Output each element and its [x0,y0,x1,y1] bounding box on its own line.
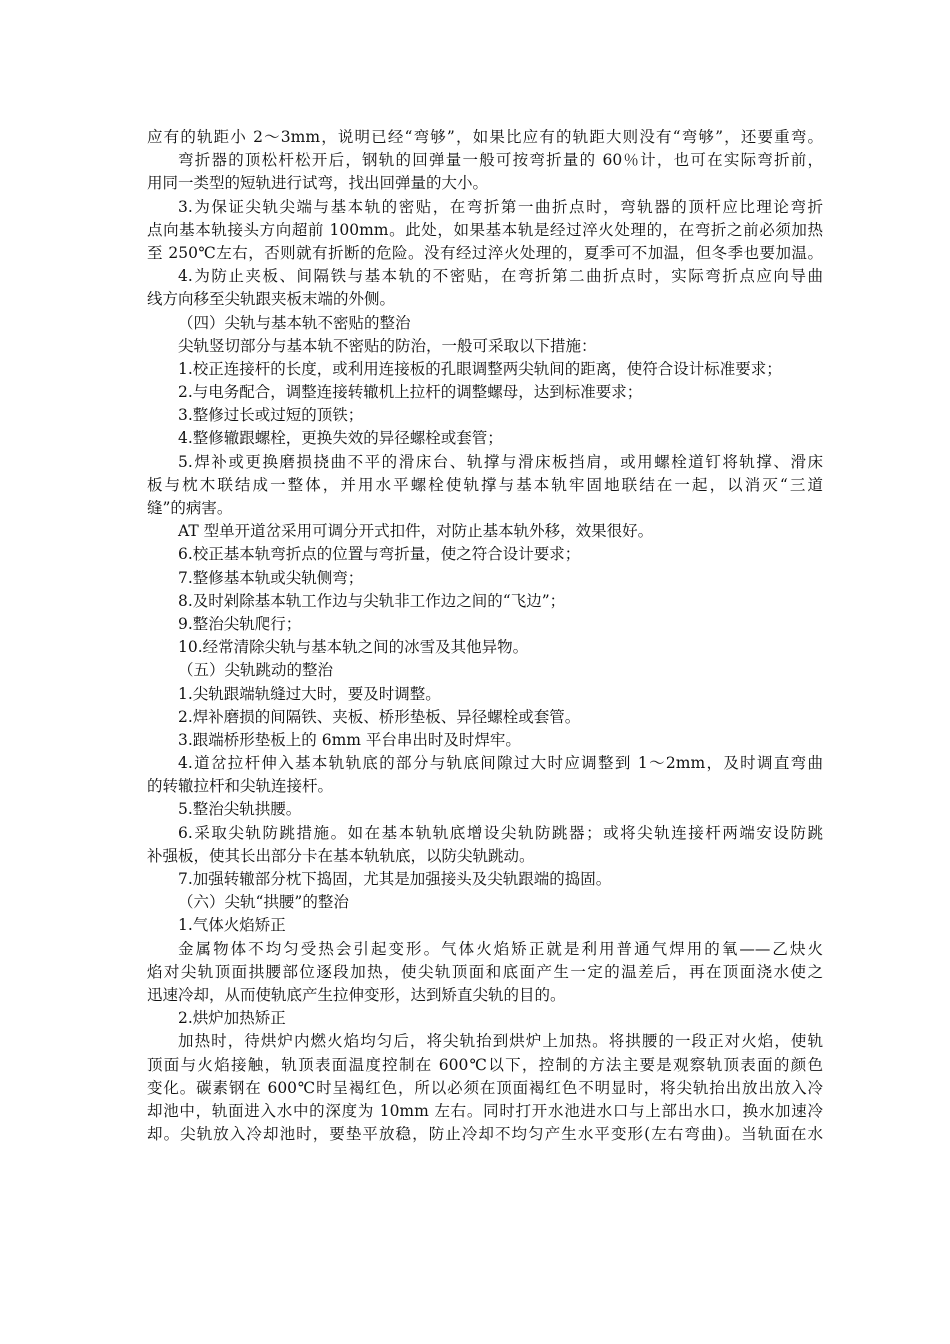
text-line: 8.及时剁除基本轨工作边与尖轨非工作边之间的“飞边”； [178,591,566,610]
text-line: AT 型单开道岔采用可调分开式扣件，对防止基本轨外移，效果很好。 [178,522,654,541]
text-line: 用同一类型的短轨进行试弯，找出回弹量的大小。 [147,174,489,193]
text-line: 焰对尖轨顶面拱腰部位逐段加热，使尖轨顶面和底面产生一定的温差后，再在顶面浇水使之 [147,962,823,981]
text-line: 4.整修辙跟螺栓，更换失效的异径螺栓或套管； [178,429,503,448]
text-line: 点向基本轨接头方向超前 100mm。此处，如果基本轨是经过淬火处理的，在弯折之前必须加热 [147,220,823,239]
text-line: 弯折器的顶松杆松开后，钢轨的回弹量一般可按弯折量的 60％计，也可在实际弯折前， [178,151,823,170]
text-line: 7.整修基本轨或尖轨侧弯； [178,568,364,587]
text-line: 6.校正基本轨弯折点的位置与弯折量，使之符合设计要求； [178,545,581,564]
text-line: 10.经常清除尖轨与基本轨之间的冰雪及其他异物。 [178,638,529,657]
text-line: 1.校正连接杆的长度，或利用连接板的孔眼调整两尖轨间的距离，使符合设计标准要求； [178,359,782,378]
text-line: 却池中，轨面进入水中的深度为 10mm 左右。同时打开水池进水口与上部出水口，换水加速冷 [147,1101,823,1120]
text-line: 缝”的病害。 [147,499,233,517]
text-line: 迅速冷却，从而使轨底产生拉伸变形，达到矫直尖轨的目的。 [147,985,566,1004]
text-line: （五）尖轨跳动的整治 [178,661,334,680]
text-line: 应有的轨距小 2～3mm，说明已经“弯够”，如果比应有的轨距大则没有“弯够”，还要重弯。 [147,128,823,146]
text-line: 尖轨竖切部分与基本轨不密贴的防治，一般可采取以下措施： [178,336,597,355]
text-line: 的转辙拉杆和尖轨连接杆。 [147,777,334,796]
text-line: 7.加强转辙部分枕下捣固，尤其是加强接头及尖轨跟端的捣固。 [178,870,612,888]
body-text [147,126,823,1146]
text-line: 6.采取尖轨防跳措施。如在基本轨轨底增设尖轨防跳器；或将尖轨连接杆两端安设防跳 [178,823,823,842]
text-line: 1.气体火焰矫正 [178,916,286,935]
text-line: 2.焊补磨损的间隔铁、夹板、桥形垫板、异径螺栓或套管。 [178,707,581,726]
text-line: 3.为保证尖轨尖端与基本轨的密贴，在弯折第一曲折点时，弯轨器的顶杆应比理论弯折 [178,197,823,216]
text-line: 5.焊补或更换磨损挠曲不平的滑床台、轨撑与滑床板挡肩，或用螺栓道钉将轨撑、滑床 [178,452,823,471]
text-line: 顶面与火焰接触，轨顶表面温度控制在 600℃以下，控制的方法主要是观察轨顶表面的颜色 [147,1055,823,1074]
text-line: （四）尖轨与基本轨不密贴的整治 [178,313,411,332]
text-line: 3.跟端桥形垫板上的 6mm 平台串出时及时焊牢。 [178,730,521,749]
text-line: 线方向移至尖轨跟夹板末端的外侧。 [147,290,396,309]
text-line: 2.烘炉加热矫正 [178,1009,286,1028]
text-line: 补强板，使其长出部分卡在基本轨轨底，以防尖轨跳动。 [147,846,535,865]
text-line: 5.整治尖轨拱腰。 [178,800,302,819]
text-line: 却。尖轨放入冷却池时，要垫平放稳，防止冷却不均匀产生水平变形(左右弯曲)。当轨面在水 [147,1125,823,1144]
text-line: 至 250℃左右，否则就有折断的危险。没有经过淬火处理的，夏季可不加温，但冬季也要加温。 [147,243,823,262]
text-line: 板与枕木联结成一整体，并用水平螺栓使轨撑与基本轨牢固地联结在一起，以消灭“三道 [147,475,823,494]
text-line: 加热时，待烘炉内燃火焰均匀后，将尖轨抬到烘炉上加热。将拱腰的一段正对火焰，使轨 [178,1032,823,1051]
text-line: 1.尖轨跟端轨缝过大时，要及时调整。 [178,684,441,703]
text-line: 4.为防止夹板、间隔铁与基本轨的不密贴，在弯折第二曲折点时，实际弯折点应向导曲 [178,267,823,286]
text-line: 9.整治尖轨爬行； [178,614,302,633]
text-line: 4.道岔拉杆伸入基本轨轨底的部分与轨底间隙过大时应调整到 1～2mm，及时调直弯曲 [178,754,823,773]
text-line: 2.与电务配合，调整连接转辙机上拉杆的调整螺母，达到标准要求； [178,383,643,402]
text-line: （六）尖轨“拱腰”的整治 [178,893,349,912]
text-line: 金属物体不均匀受热会引起变形。气体火焰矫正就是利用普通气焊用的氧——乙炔火 [178,939,823,958]
text-line: 变化。碳素钢在 600℃时呈褐红色，所以必须在顶面褐红色不明显时，将尖轨抬出放出放入冷 [147,1078,823,1097]
text-line: 3.整修过长或过短的顶铁； [178,406,364,425]
